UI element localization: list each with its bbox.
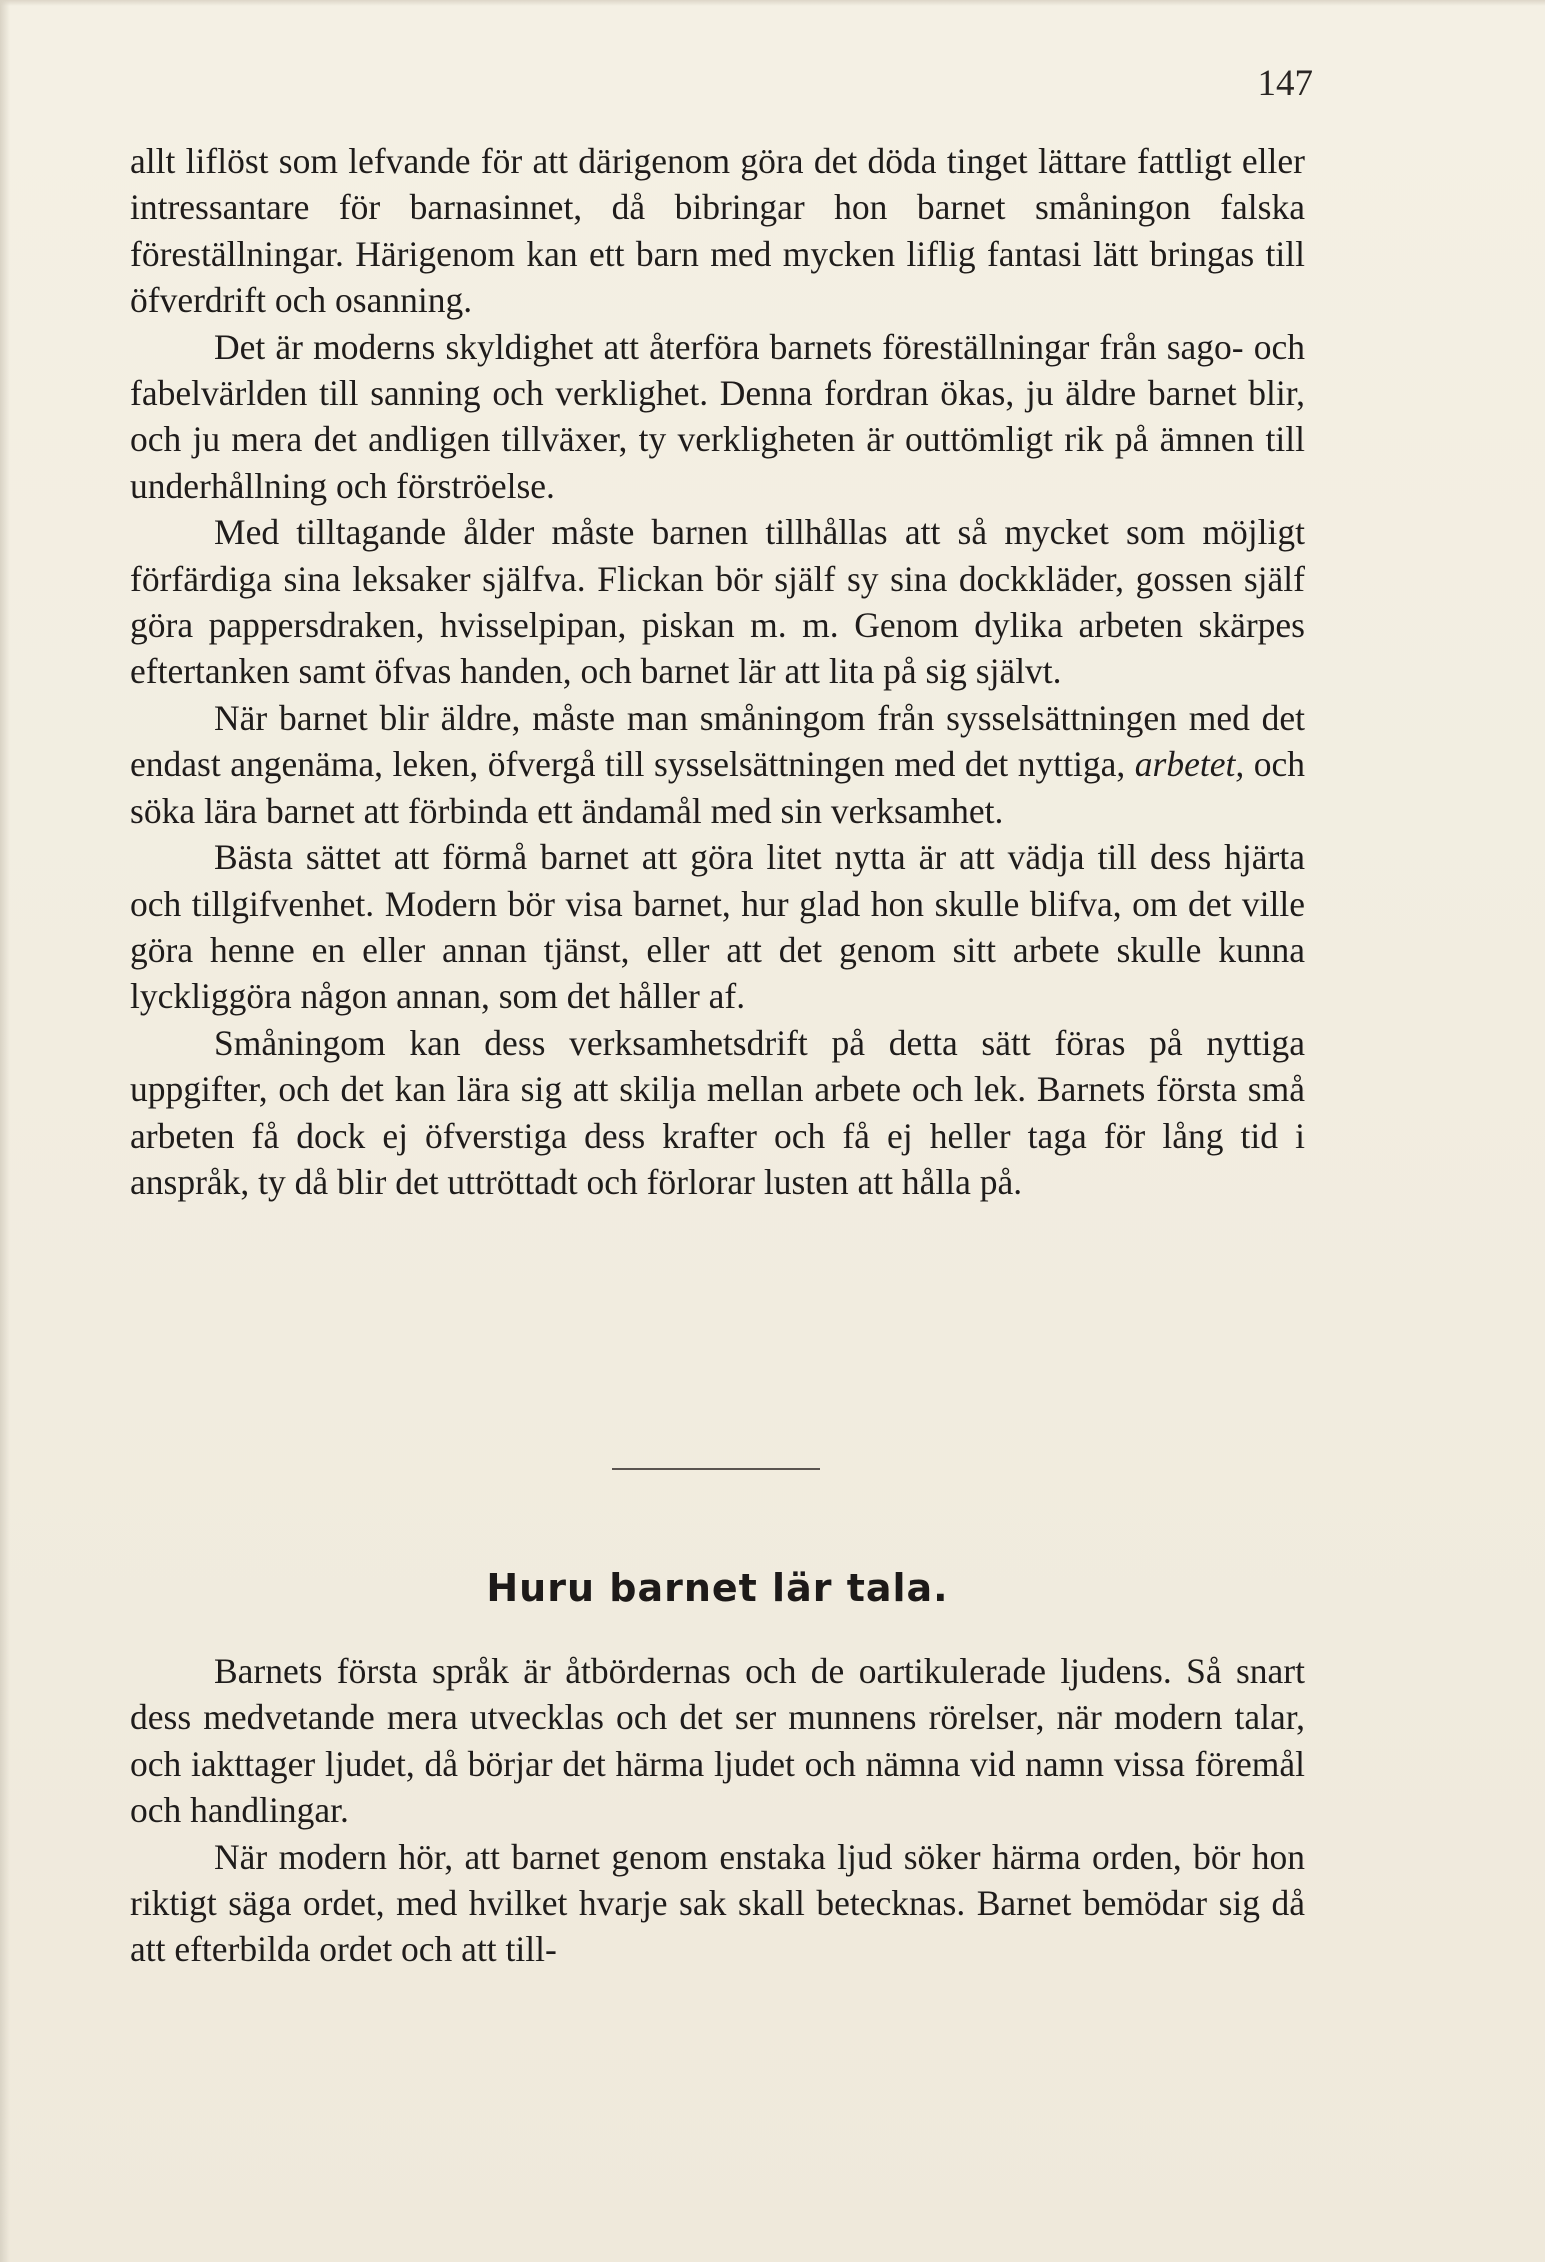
paragraph-4-text-start: När barnet blir äldre, måste man småningom från sysselsättningen med det endast angenäma, leken, öfvergå till sysselsättningen med det nyttiga, — [130, 697, 1305, 785]
page-top-edge — [0, 0, 1545, 6]
paragraph-1: allt liflöst som lefvande för att därigenom göra det döda tinget lättare fattligt eller intressantare för barnasinnet, då bibringar hon barnet småningon falska föreställningar. Härigenom kan ett barn med mycken liflig fantasi lätt bringas till öfverdrift och osanning. — [130, 141, 1305, 321]
body-text-lower — [130, 1648, 1305, 1973]
paragraph-4 — [130, 695, 1305, 834]
emphasized-word: arbetet, — [1134, 744, 1245, 785]
paragraph-2: Det är moderns skyldighet att återföra barnets föreställningar från sago- och fabelvärlden till sanning och verklighet. Denna fordran ökas, ju äldre barnet blir, och ju mera det andligen tillväxer, ty verkligheten är outtömligt rik på ämnen till underhållning och förströelse. — [130, 326, 1305, 506]
paragraph-5: Bästa sättet att förmå barnet att göra litet nytta är att vädja till dess hjärta och tillgifvenhet. Modern bör visa barnet, hur glad hon skulle blifva, om det ville göra henne en eller annan tjänst, eller att det genom sitt arbete skulle kunna lyckliggöra någon annan, som det håller af. — [130, 837, 1305, 1017]
section-heading: Huru barnet lär tala. — [486, 1566, 949, 1610]
page-left-edge — [0, 0, 10, 2262]
page-number: 147 — [1257, 63, 1313, 104]
paragraph-6: Småningom kan dess verksamhetsdrift på detta sätt föras på nyttiga uppgifter, och det kan lära sig att skilja mellan arbete och lek. Barnets första små arbeten få dock ej öfverstiga dess krafter och få ej heller taga för lång tid i anspråk, ty då blir det uttröttadt och förlorar lusten att hålla på. — [130, 1022, 1305, 1202]
paragraph-8: När modern hör, att barnet genom enstaka ljud söker härma orden, bör hon riktigt säga ordet, med hvilket hvarje sak skall betecknas. Barnet bemödar sig då att efterbilda ordet och att till- — [130, 1836, 1305, 1970]
section-divider — [612, 1468, 820, 1470]
body-text-upper — [130, 138, 1305, 1205]
paragraph-3: Med tilltagande ålder måste barnen tillhållas att så mycket som möjligt förfärdiga sina leksaker själfva. Flickan bör själf sy sina dockkläder, gossen själf göra pappersdraken, hvisselpipan, piskan m. m. Genom dylika arbeten skärpes eftertanken samt öfvas handen, och barnet lär att lita på sig självt. — [130, 512, 1305, 692]
paragraph-7: Barnets första språk är åtbördernas och de oartikulerade ljudens. Så snart dess medvetande mera utvecklas och det ser munnens rörelser, när modern talar, och iakttager ljudet, då börjar det härma ljudet och nämna vid namn vissa föremål och handlingar. — [130, 1651, 1305, 1831]
paragraph-4-text-end: och söka lära barnet att förbinda ett ändamål med sin verksamhet. — [130, 744, 1305, 831]
